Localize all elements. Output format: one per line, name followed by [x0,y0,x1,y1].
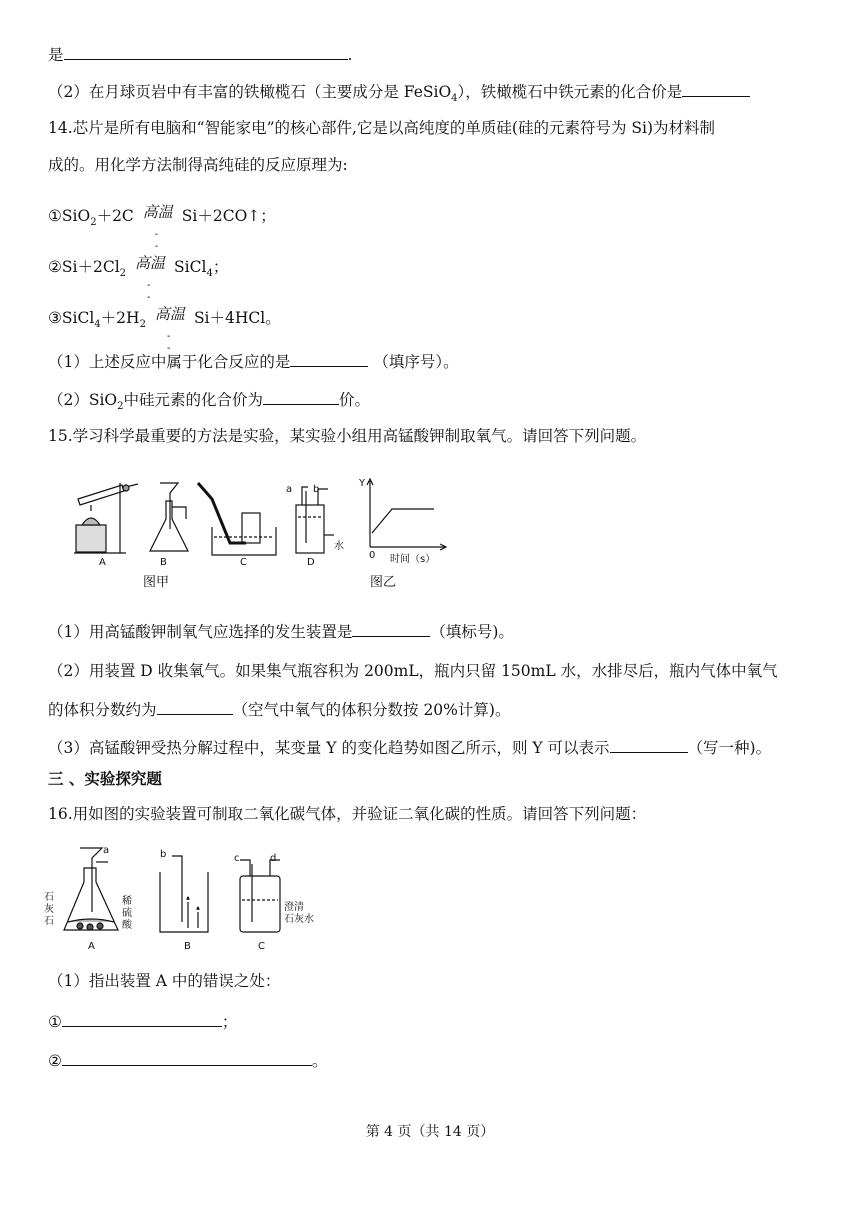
answer-blank[interactable] [62,1010,222,1027]
question-14-stem-1: 14.芯片是所有电脑和“智能家电”的核心部件,它是以高纯度的单质硅(硅的元素符号为 Si)为材料制 [48,119,716,137]
question-15-2-a: （2）用装置 D 收集氧气。如果集气瓶容积为 200mL，瓶内只留 150mL 水，水排尽后，瓶内气体中氧气 [48,662,778,680]
delivery-tube-c [198,483,246,543]
fig15-label-d-b: b [313,484,320,495]
question-13-2: （2）在月球页岩中有丰富的铁橄榄石（主要成分是 FeSiO$_4$），铁橄榄石中铁元素的化合价是 [48,80,750,110]
burner-block [76,525,106,552]
answer-blank[interactable] [64,43,348,60]
flask-b [150,501,188,551]
test-tube-a [78,485,124,505]
answer-blank[interactable] [290,350,368,367]
funnel-a [80,848,102,912]
fig16-label-c: C [258,941,265,952]
question-15-2-b: 的体积分数约为 （空气中氧气的体积分数按 20%计算)。 [48,698,510,721]
question-15-3: （3）高锰酸钾受热分解过程中，某变量 Y 的变化趋势如图乙所示，则 Y 可以表示 （写一种)。 [48,736,771,759]
graph-y-label: Y [359,478,366,489]
label-dilute-sulfuric-acid: 稀 硫 酸 [122,896,132,931]
question-15-1: （1）用高锰酸钾制氧气应选择的发生装置是 （填标号)。 [48,620,514,643]
bottle-c [240,876,280,932]
equation-2: $②Si+2Cl_2$ 高温 - - SiCl$_4$； [48,254,229,303]
answer-16-1-item-2: ② 。 [48,1049,327,1072]
equation-1: ①SiO$_2$＋2C 高温 - - Si＋2CO↑； [48,203,276,252]
fig15-label-c: C [240,557,247,568]
section-heading-3: 三 、实验探究题 [48,769,162,788]
alcohol-lamp [82,518,100,525]
fig16-tube-b: b [160,849,167,860]
fig16-tube-c: c [234,853,240,864]
answer-blank[interactable] [157,698,233,715]
answer-16-1-item-1: ① ； [48,1010,237,1033]
fig15-label-b: B [160,557,167,568]
fig16-tube-a: a [103,845,110,856]
figure-16-apparatus [44,842,334,942]
figure-caption-yi: 图乙 [370,575,397,590]
figure-caption-jia: 图甲 [143,575,170,590]
answer-line-13-end: 是 . [48,43,352,66]
fig15-label-d: D [307,557,315,568]
question-15-stem: 15.学习科学最重要的方法是实验，某实验小组用高锰酸钾制取氧气。请回答下列问题。 [48,427,647,445]
figure-15-apparatus [62,475,452,585]
fig16-tube-d: d [270,853,277,864]
answer-blank[interactable] [62,1049,312,1066]
fig16-label-a: A [88,941,95,952]
fig15-label-a: A [99,557,106,568]
question-16-1: （1）指出装置 A 中的错误之处： [48,972,281,990]
graph-curve [372,509,434,533]
question-16-stem: 16.用如图的实验装置可制取二氧化碳气体，并验证二氧化碳的性质。请回答下列问题： [48,805,647,823]
trough-c [212,527,276,555]
page-footer: 第 4 页（共 14 页） [365,1124,495,1140]
label-limewater: 澄清 石灰水 [284,902,314,925]
answer-blank[interactable] [610,736,688,753]
bottle-d [296,505,324,553]
label-limestone: 石 灰 石 [44,892,54,927]
graph-x-label: 时间（s） [390,554,436,565]
beaker-b [160,872,208,932]
question-14-stem-2: 成的。用化学方法制得高纯硅的反应原理为: [48,156,348,174]
answer-blank[interactable] [263,388,339,405]
fig16-label-b: B [184,941,191,952]
answer-blank[interactable] [352,620,430,637]
funnel-b [160,483,178,529]
fig15-label-d-a: a [286,484,293,495]
graph-origin-label: 0 [369,550,376,561]
fig15-label-water: 水 [334,541,344,552]
equation-3: $③SiCl_4+2H_2$ 高温 - - Si＋4HCl。 [48,305,281,354]
question-14-2: （2）SiO$_2$中硅元素的化合价为 价。 [48,388,370,418]
answer-blank[interactable] [682,80,750,97]
question-14-1: （1）上述反应中属于化合反应的是 （填序号）。 [48,350,459,373]
